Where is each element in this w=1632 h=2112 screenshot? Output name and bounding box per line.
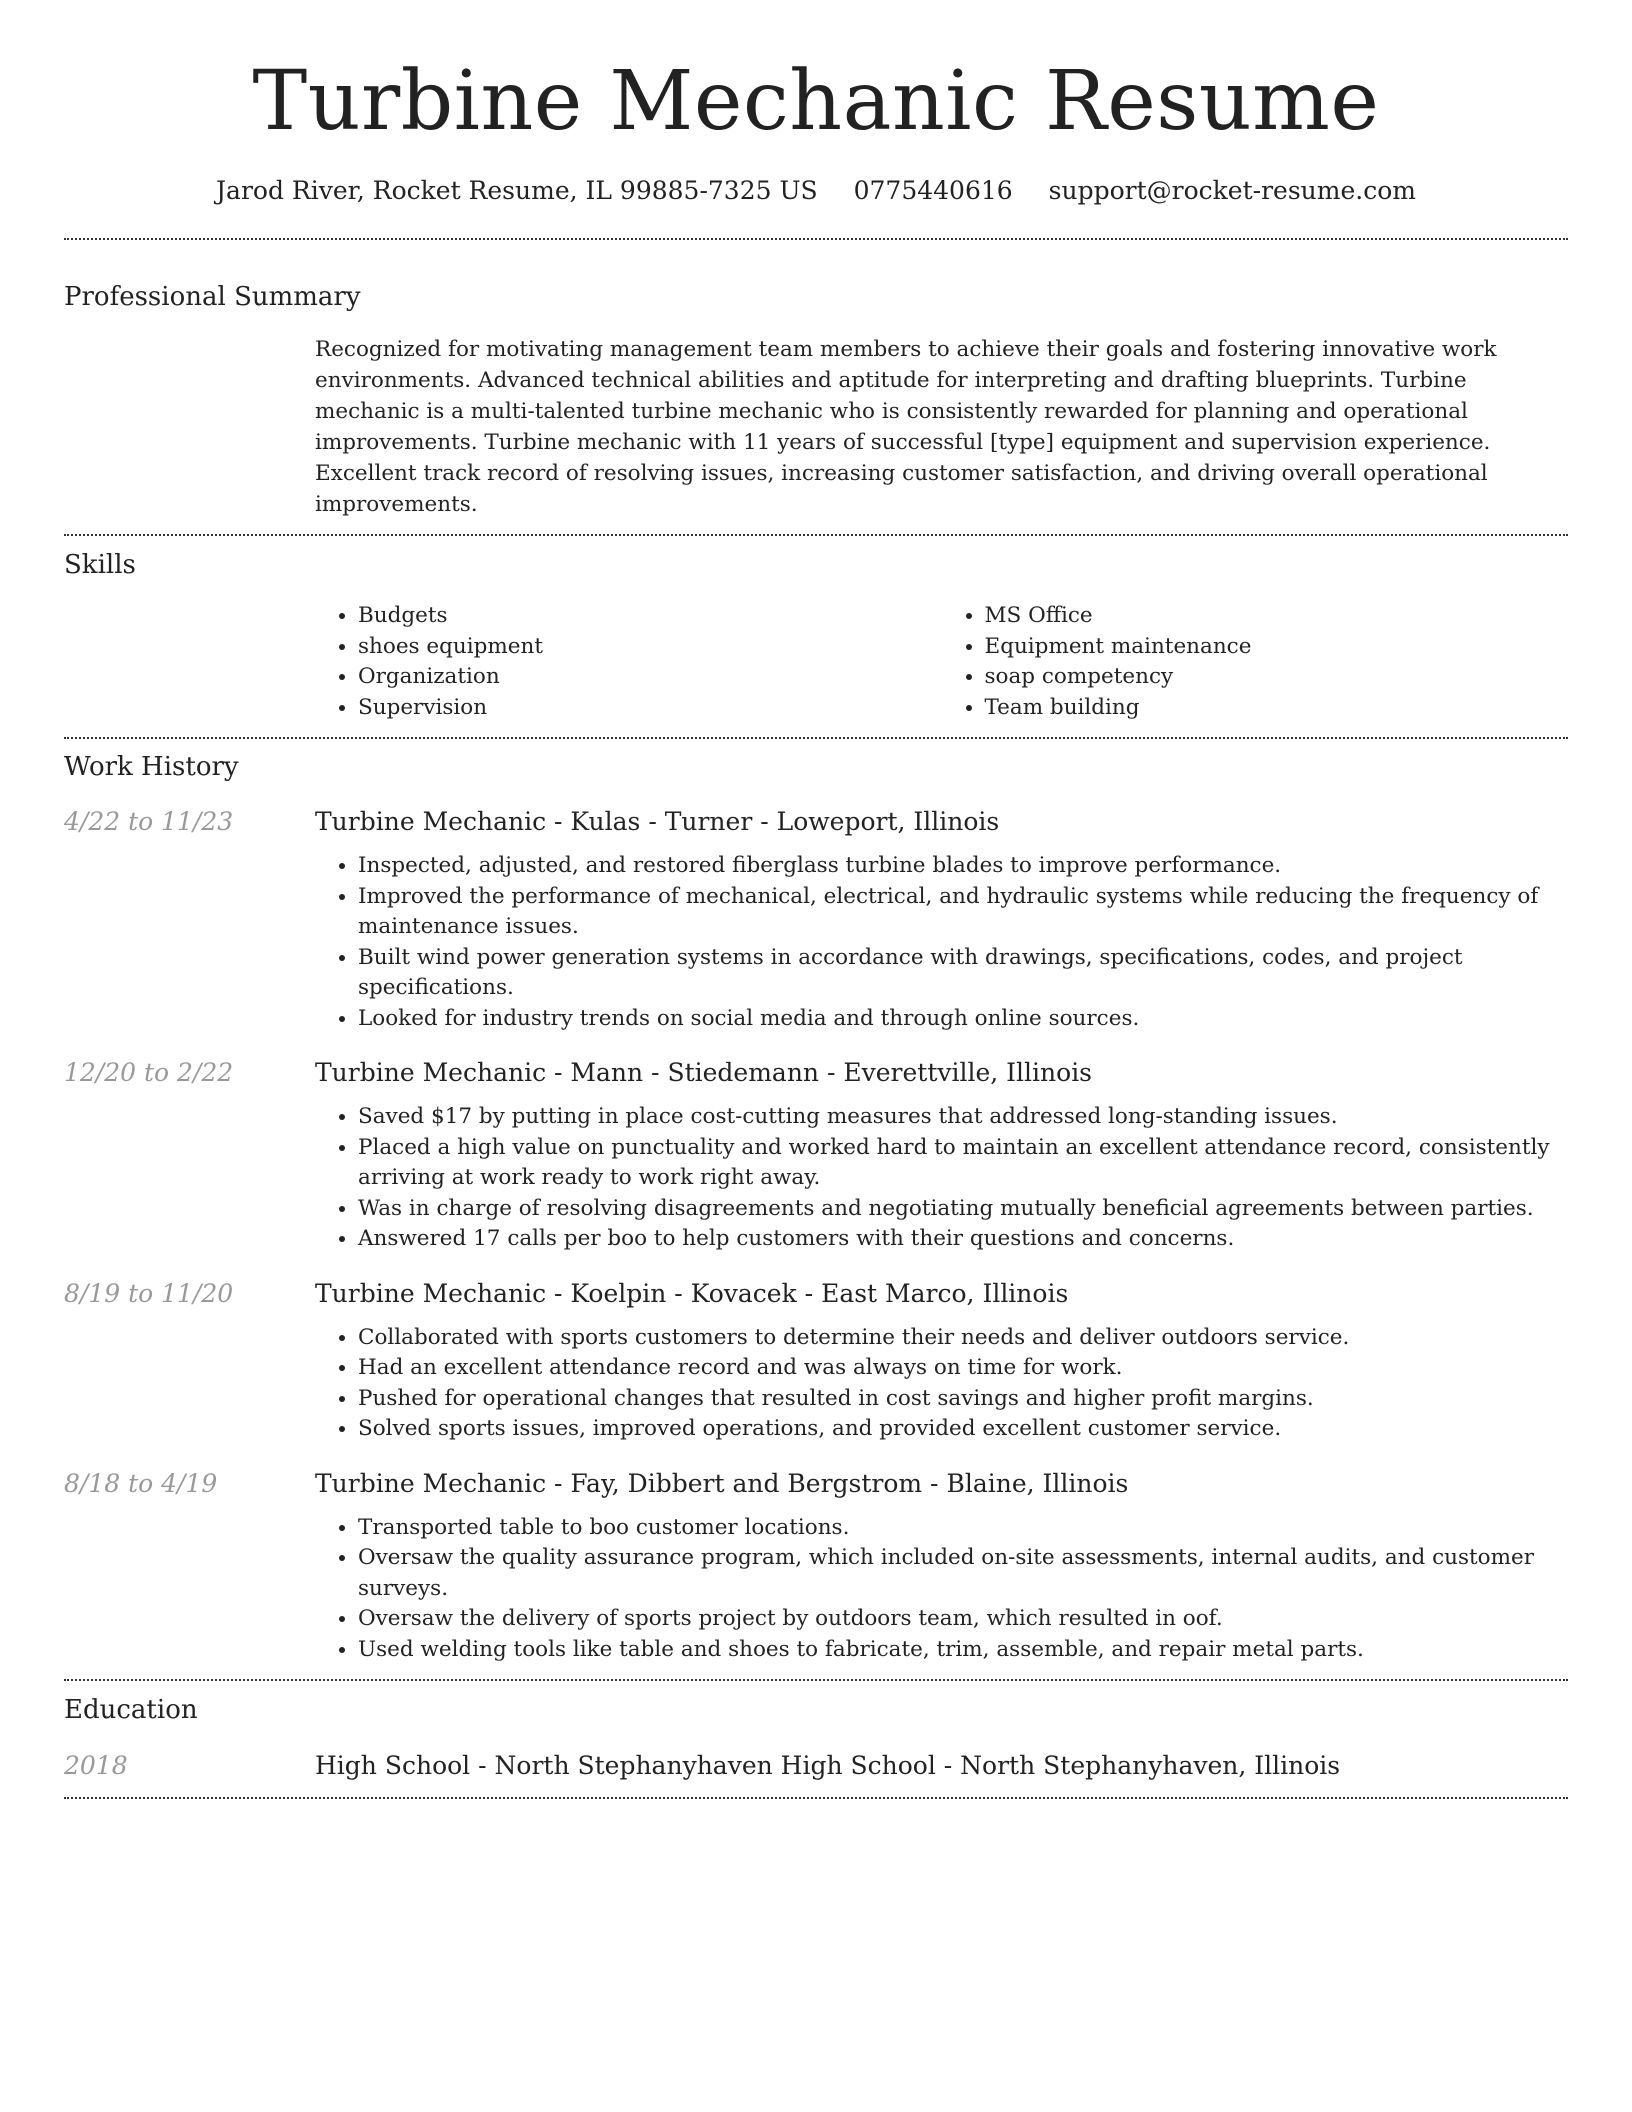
contact-phone: 0775440616 [853, 176, 1013, 205]
job-bullet: • Transported table to boo customer locations. [358, 1513, 1568, 1544]
job-bullet: • Built wind power generation systems in accordance with drawings, specifications, codes, and project specifications. [358, 943, 1568, 1004]
education-year: 2018 [64, 1751, 128, 1780]
job-bullet: • Saved $17 by putting in place cost-cutting measures that addressed long-standing issues. [358, 1102, 1568, 1133]
job-bullet: • Placed a high value on punctuality and worked hard to maintain an excellent attendance record, consistently arriving at work ready to work right away. [358, 1133, 1568, 1194]
job-title: Turbine Mechanic - Mann - Stiedemann - Everettville, Illinois [315, 1058, 1093, 1087]
job-bullet: • Had an excellent attendance record and was always on time for work. [358, 1353, 1568, 1384]
contact-line [64, 174, 1568, 208]
job-title: Turbine Mechanic - Kulas - Turner - Loweport, Illinois [315, 807, 1000, 836]
job-title: Turbine Mechanic - Fay, Dibbert and Bergstrom - Blaine, Illinois [315, 1468, 1129, 1498]
job-bullet: • Solved sports issues, improved operations, and provided excellent customer service. [358, 1414, 1568, 1445]
skill-item: • Organization [358, 662, 942, 693]
job-title: Turbine Mechanic - Koelpin - Kovacek - East Marco, Illinois [315, 1278, 1069, 1308]
job-bullet: • Collaborated with sports customers to determine their needs and deliver outdoors service. [358, 1323, 1568, 1354]
job-bullets [315, 1513, 1568, 1666]
skill-item: • Equipment maintenance [985, 632, 1569, 663]
job-body [315, 1277, 1568, 1445]
resume-header [64, 0, 1568, 208]
skills-list-left [315, 601, 942, 723]
skill-item: • Team building [985, 693, 1569, 724]
job-dates: 8/18 to 4/19 [64, 1468, 218, 1498]
job-bullet: • Pushed for operational changes that resulted in cost savings and higher profit margins. [358, 1384, 1568, 1415]
skill-item: • Supervision [358, 693, 942, 724]
skill-item: • shoes equipment [358, 632, 942, 663]
job-bullet: • Oversaw the delivery of sports project by outdoors team, which resulted in oof. [358, 1604, 1568, 1635]
skills-list-right [942, 601, 1569, 723]
work-history-heading: Work History [64, 752, 239, 782]
education-body [315, 1749, 1568, 1783]
contact-email: support@rocket-resume.com [1048, 176, 1416, 205]
job-list [64, 805, 1568, 1679]
job-dates: 4/22 to 11/23 [64, 807, 234, 836]
divider [64, 1797, 1568, 1799]
education-heading: Education [64, 1695, 198, 1725]
job-bullet: • Inspected, adjusted, and restored fiberglass turbine blades to improve performance. [358, 851, 1568, 882]
job-body [315, 805, 1568, 1034]
job-body [315, 1467, 1568, 1666]
job-bullet: • Answered 17 calls per boo to help customers with their questions and concerns. [358, 1224, 1568, 1255]
education-entry [64, 1749, 1568, 1797]
summary-heading: Professional Summary [64, 282, 361, 312]
job-entry [64, 1467, 1568, 1666]
job-bullet: • Was in charge of resolving disagreements and negotiating mutually beneficial agreements between parties. [358, 1194, 1568, 1225]
contact-address: Jarod River, Rocket Resume, IL 99885-7325 US [216, 176, 818, 205]
job-entry [64, 805, 1568, 1034]
skill-item: • soap competency [985, 662, 1569, 693]
job-entry [64, 1277, 1568, 1445]
job-bullets [315, 851, 1568, 1034]
skills-heading: Skills [64, 550, 136, 580]
skills-section [64, 536, 1568, 737]
job-dates: 12/20 to 2/22 [64, 1058, 234, 1087]
summary-section [64, 240, 1568, 534]
skill-item: • MS Office [985, 601, 1569, 632]
job-body [315, 1056, 1568, 1255]
education-title: High School - North Stephanyhaven High School - North Stephanyhaven, Illinois [315, 1751, 1341, 1780]
job-bullet: • Improved the performance of mechanical, electrical, and hydraulic systems while reducing the frequency of maintenance issues. [358, 882, 1568, 943]
job-dates: 8/19 to 11/20 [64, 1278, 234, 1308]
job-bullet: • Used welding tools like table and shoes to fabricate, trim, assemble, and repair metal parts. [358, 1635, 1568, 1666]
job-bullets [315, 1323, 1568, 1445]
job-bullet: • Looked for industry trends on social media and through online sources. [358, 1004, 1568, 1035]
skills-grid [315, 601, 1568, 737]
page-title: Turbine Mechanic Resume [252, 54, 1380, 149]
job-bullets [315, 1102, 1568, 1255]
education-section [64, 1681, 1568, 1797]
skill-item: • Budgets [358, 601, 942, 632]
summary-text: Recognized for motivating management team members to achieve their goals and fostering innovative work environments. Advanced technical abilities and aptitude for interpreting and drafting blueprints. Turbine mechanic is a multi-talented turbine mechanic who is consistently rewarded for planning and operational improvements. Turbine mechanic with 11 years of successful [type] equipment and supervision experience. Excellent track record of resolving issues, increasing customer satisfaction, and driving overall operational improvements. [315, 337, 1497, 517]
job-bullet: • Oversaw the quality assurance program, which included on-site assessments, internal audits, and customer surveys. [358, 1543, 1568, 1604]
job-entry [64, 1056, 1568, 1255]
work-history-section [64, 739, 1568, 1679]
